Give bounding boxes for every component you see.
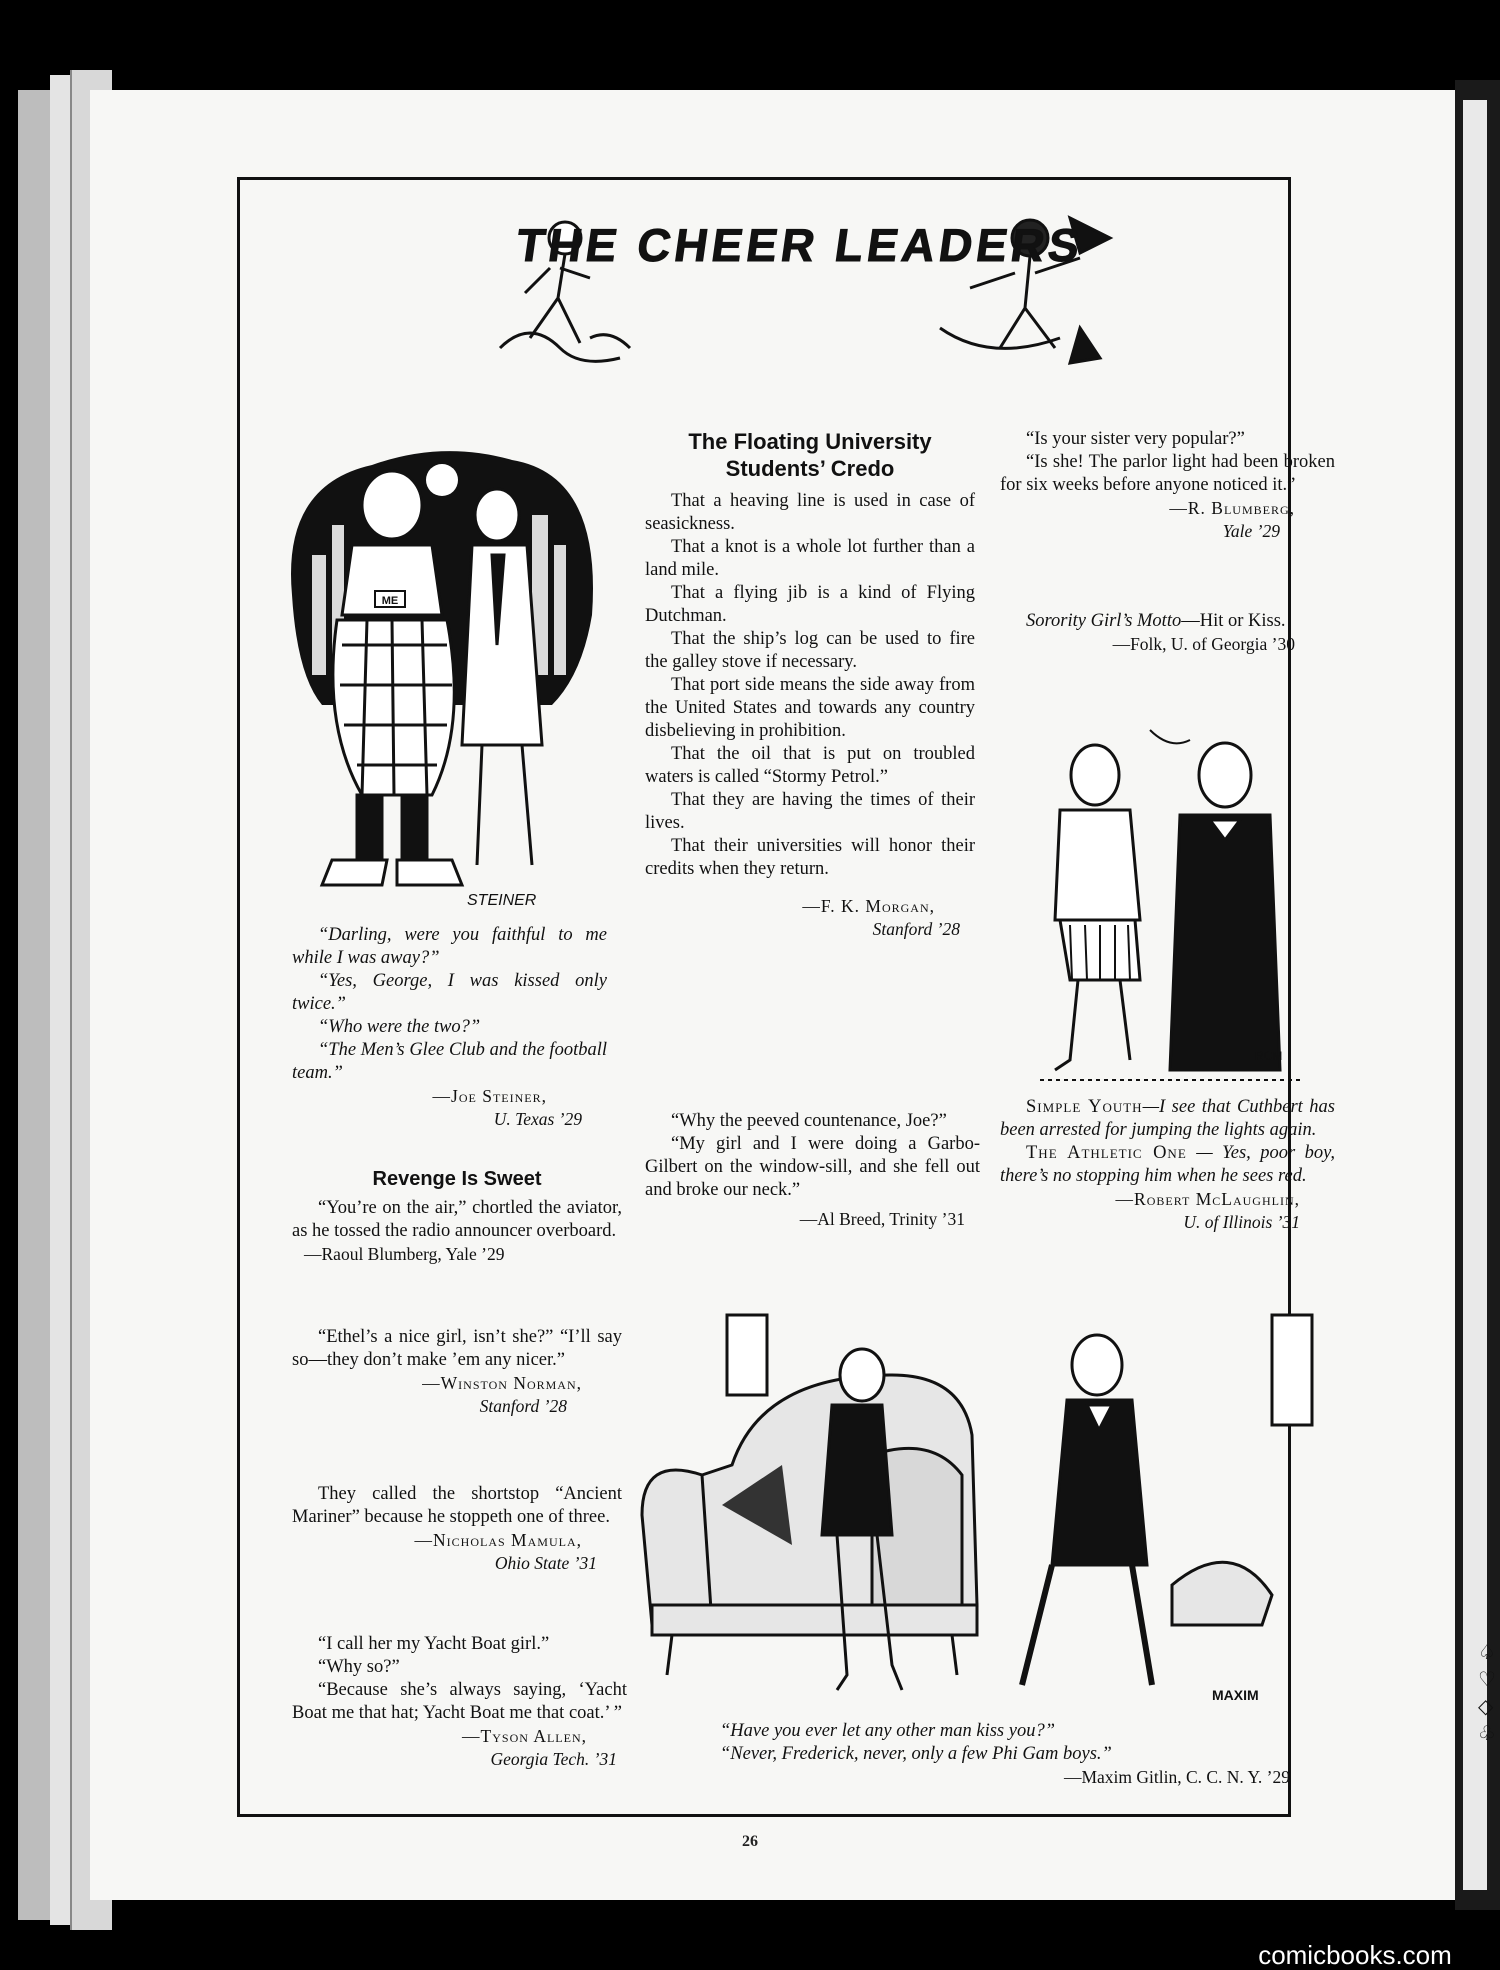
sofa-joke — [720, 1720, 1320, 1789]
heart-icon: ♡ — [1478, 1669, 1496, 1691]
credo-item: That port side means the side away from the United States and towards any country disbelieving in prohibition. — [645, 675, 975, 741]
yacht-line: “Why so?” — [318, 1657, 400, 1677]
yacht-line: “I call her my Yacht Boat girl.” — [318, 1634, 550, 1654]
yacht-joke — [292, 1633, 627, 1771]
header-title: THE CHEER LEADERS — [513, 219, 1087, 271]
belt-label: ME — [381, 595, 399, 607]
facing-page-edge — [1455, 80, 1500, 1910]
sofa-attribution: —Maxim Gitlin, C. C. N. Y. ’29 — [1063, 1767, 1290, 1787]
peeved-joke — [645, 1110, 980, 1231]
sister-line: “Is your sister very popular?” — [1026, 429, 1245, 449]
credo-item: That the ship’s log can be used to fire the galley stove if necessary. — [645, 629, 975, 672]
credo-title-line2: Students’ Credo — [725, 456, 895, 481]
attribution-school: Stanford ’28 — [872, 919, 960, 939]
attribution-school: Yale ’29 — [1222, 521, 1280, 541]
attribution-name: —Tyson Allen, — [462, 1726, 587, 1746]
joke-line: “Yes, George, I was kissed only twice.” — [292, 971, 607, 1014]
attribution-name: —F. K. Morgan, — [802, 896, 935, 916]
sorority-joke — [1000, 610, 1335, 656]
ethel-joke — [292, 1326, 622, 1418]
credo-item: That the oil that is put on troubled waters is called “Stormy Petrol.” — [645, 744, 975, 787]
credo-item: That a flying jib is a kind of Flying Dutchman. — [645, 583, 975, 626]
peeved-attribution: —Al Breed, Trinity ’31 — [799, 1209, 965, 1229]
credo-title-line1: The Floating University — [688, 429, 932, 454]
revenge-joke — [292, 1166, 622, 1266]
sorority-attribution: —Folk, U. of Georgia ’30 — [1112, 634, 1295, 654]
mariner-text: They called the shortstop “Ancient Mariner” because he stoppeth one of three. — [292, 1484, 622, 1527]
attribution-school: U. of Illinois ’31 — [1183, 1212, 1300, 1232]
diamond-icon: ◇ — [1478, 1696, 1494, 1718]
attribution-name: —Robert McLaughlin, — [1115, 1189, 1300, 1209]
cartoon-signature: MAXIM — [1212, 1687, 1259, 1703]
joke-line: “Who were the two?” — [318, 1017, 481, 1037]
revenge-attribution: —Raoul Blumberg, Yale ’29 — [304, 1244, 505, 1264]
speaker-label: Simple Youth — [1026, 1097, 1143, 1117]
ethel-text: “Ethel’s a nice girl, isn’t she?” “I’ll say so—they don’t make ’em any nicer.” — [292, 1327, 622, 1370]
credo-item: That a heaving line is used in case of seasickness. — [645, 491, 975, 534]
joke-line: “Darling, were you faithful to me while I was away?” — [292, 925, 607, 968]
attribution-school: Georgia Tech. ’31 — [490, 1749, 617, 1769]
speaker-label: The Athletic One — [1026, 1143, 1187, 1163]
joke-line: “Have you ever let any other man kiss you?” — [720, 1721, 1055, 1741]
mariner-joke — [292, 1483, 622, 1575]
cartoon-signature: RCM — [1255, 1049, 1283, 1063]
joke-line: “Never, Frederick, never, only a few Phi Gam boys.” — [720, 1744, 1112, 1764]
sister-joke — [1000, 428, 1335, 543]
credo-article — [645, 428, 975, 941]
source-watermark: comicbooks.com — [1210, 1940, 1500, 1970]
attribution-name: —Nicholas Mamula, — [414, 1530, 582, 1550]
header-illustration — [470, 198, 1130, 373]
sister-line: “Is she! The parlor light had been broken for six weeks before anyone noticed it.” — [1000, 452, 1335, 495]
cartoon-couple-illustration — [282, 445, 602, 915]
revenge-text: “You’re on the air,” chortled the aviator, as he tossed the radio announcer overboard. — [292, 1198, 622, 1241]
cartoon-sofa-illustration — [632, 1305, 1352, 1715]
page-number: 26 — [742, 1833, 758, 1850]
attribution-school: Stanford ’28 — [479, 1396, 567, 1416]
attribution-name: —Winston Norman, — [422, 1373, 582, 1393]
club-icon: ♧ — [1478, 1723, 1496, 1745]
yacht-line: “Because she’s always saying, ‘Yacht Boat me that hat; Yacht Boat me that coat.’ ” — [292, 1680, 627, 1723]
attribution-name: —R. Blumberg, — [1169, 498, 1295, 518]
cartoon-signature: STEINER — [467, 892, 537, 909]
revenge-title: Revenge Is Sweet — [372, 1168, 542, 1190]
joke-line: “The Men’s Glee Club and the football team.” — [292, 1040, 607, 1083]
card-suit-icons — [1478, 1640, 1500, 1748]
cartoon-two-men-illustration — [1000, 720, 1325, 1090]
sorority-motto-title: Sorority Girl’s Motto — [1026, 611, 1182, 631]
credo-item: That they are having the times of their lives. — [645, 790, 975, 833]
simple-youth-joke — [1000, 1096, 1335, 1234]
credo-item: That their universities will honor their credits when they return. — [645, 836, 975, 879]
joke-line: — Yes, poor boy, there’s no stopping him when he sees red. — [1000, 1143, 1336, 1186]
spade-icon: ♤ — [1478, 1642, 1496, 1664]
attribution-school: Ohio State ’31 — [494, 1553, 597, 1573]
darling-joke — [292, 924, 607, 1131]
peeved-line: “My girl and I were doing a Garbo-Gilbert on the window-sill, and she fell out and broke our neck.” — [645, 1134, 980, 1200]
peeved-line: “Why the peeved countenance, Joe?” — [671, 1111, 947, 1131]
attribution-school: U. Texas ’29 — [493, 1109, 582, 1129]
joke-line: —I see that Cuthbert has been arrested for jumping the lights again. — [1000, 1097, 1335, 1140]
attribution-name: —Joe Steiner, — [432, 1086, 547, 1106]
sorority-motto-text: —Hit or Kiss. — [1181, 611, 1286, 631]
credo-item: That a knot is a whole lot further than a land mile. — [645, 537, 975, 580]
